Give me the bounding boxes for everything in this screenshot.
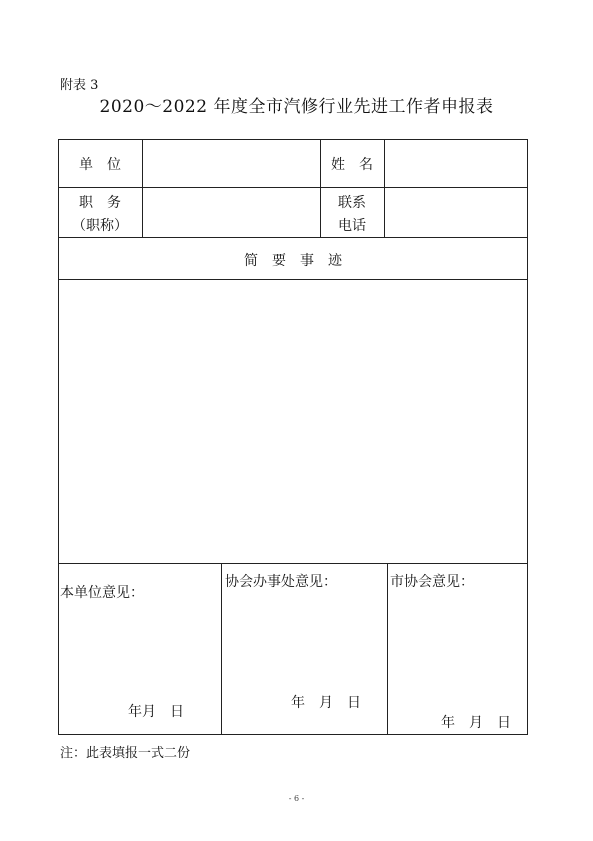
association-office-opinion-field[interactable] [222,589,387,687]
summary-header: 简 要 事 迹 [244,253,342,269]
contact-label: 联系 [338,195,366,211]
contact-phone-field[interactable] [385,188,527,237]
city-association-opinion-field[interactable] [388,589,527,707]
city-association-opinion-label: 市协会意见： [390,574,474,590]
unit-opinion-date: 年月 日 [128,704,184,720]
unit-opinion-label: 本单位意见： [60,585,144,601]
form-title: 2020～2022 年度全市汽修行业先进工作者申报表 [99,97,494,117]
unit-label: 单 位 [79,157,121,173]
contact-label-phone: 电话 [338,218,366,234]
position-label: 职 务 [79,195,121,211]
form-border-bottom [58,734,528,735]
page-number: - 6 - [288,794,305,803]
city-association-opinion-date: 年 月 日 [441,715,511,731]
name-field[interactable] [385,140,527,187]
unit-field[interactable] [143,140,320,187]
row-divider [58,563,528,564]
position-field[interactable] [143,188,320,237]
association-office-opinion-label: 协会办事处意见： [225,574,337,590]
application-form [58,139,528,735]
row-divider [58,237,528,238]
name-label: 姓 名 [331,157,373,173]
form-border-right [527,139,528,735]
footnote: 注：此表填报一式二份 [60,746,191,761]
position-label-title: （职称） [72,218,128,234]
association-office-opinion-date: 年 月 日 [291,695,361,711]
attachment-label: 附表 3 [60,78,99,93]
unit-opinion-field[interactable] [59,599,221,694]
summary-field[interactable] [59,280,527,563]
